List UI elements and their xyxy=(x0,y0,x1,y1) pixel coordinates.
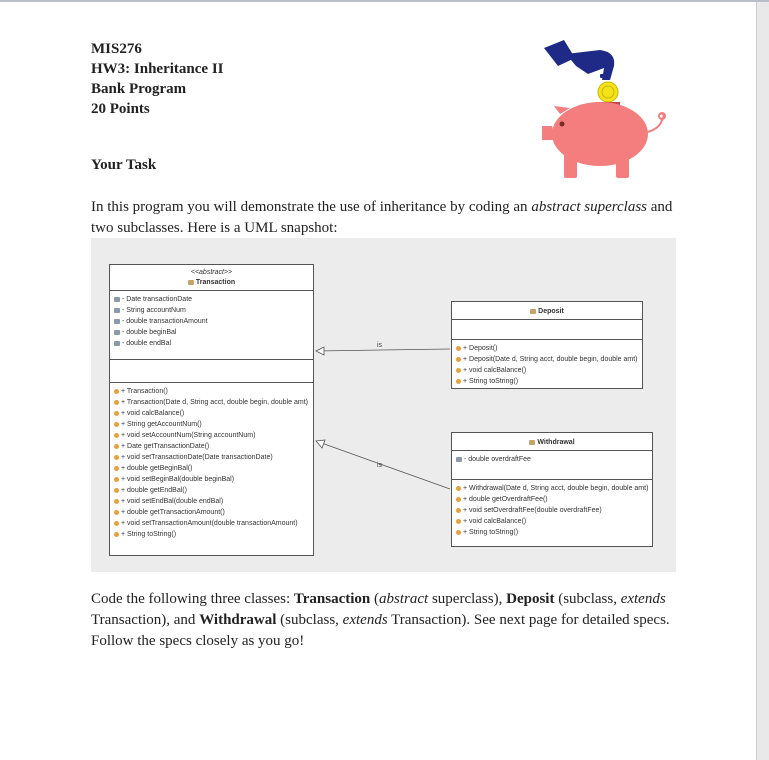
points-label: 20 Points xyxy=(91,101,150,117)
deposit-class-box xyxy=(451,301,643,389)
method-icon xyxy=(456,497,461,502)
method-icon xyxy=(114,389,119,394)
field-icon xyxy=(114,297,120,302)
method-icon xyxy=(114,466,119,471)
method-icon xyxy=(456,357,461,362)
method-icon xyxy=(456,346,461,351)
field-icon xyxy=(456,457,462,462)
uml-diagram xyxy=(91,238,676,572)
relation-label: is xyxy=(377,462,383,469)
method-icon xyxy=(114,532,119,537)
method-icon xyxy=(456,368,461,373)
method-icon xyxy=(456,508,461,513)
method-icon xyxy=(114,422,119,427)
assignment-title: HW3: Inheritance II xyxy=(91,61,224,77)
method-icon xyxy=(456,519,461,524)
stereotype-label: <<abstract>> xyxy=(190,269,233,276)
program-name: Bank Program xyxy=(91,81,187,97)
transaction-class-box xyxy=(109,264,314,556)
method-icon xyxy=(114,444,119,449)
class-name: Transaction xyxy=(195,279,236,286)
method-icon xyxy=(114,400,119,405)
class-name: Withdrawal xyxy=(537,439,575,446)
class-icon xyxy=(529,440,535,445)
fields-section: - double overdraftFee xyxy=(452,451,652,480)
vertical-scrollbar[interactable] xyxy=(756,2,769,760)
method-icon xyxy=(114,411,119,416)
document-header xyxy=(91,39,224,119)
method-icon xyxy=(456,379,461,384)
method-icon xyxy=(114,477,119,482)
fields-section: - Date transactionDate - String accountNum - double transactionAmount - double beginBal - double endBal xyxy=(110,291,313,360)
class-icon xyxy=(188,280,194,285)
instructions-paragraph: Code the following three classes: Transaction (abstract superclass), Deposit (subclass, extends Transaction), and Withdrawal (subclass, extends Transaction). See next page for detailed specs. Follow the specs closely as you go! xyxy=(91,591,670,649)
course-code: MIS276 xyxy=(91,41,142,57)
method-icon xyxy=(114,455,119,460)
empty-section xyxy=(110,360,313,383)
method-icon xyxy=(114,488,119,493)
field-icon xyxy=(114,319,120,324)
method-icon xyxy=(114,433,119,438)
field-icon xyxy=(114,341,120,346)
class-name: Deposit xyxy=(538,308,564,315)
section-heading: Your Task xyxy=(91,157,157,173)
method-icon xyxy=(114,499,119,504)
field-icon xyxy=(114,330,120,335)
page-top-border xyxy=(0,0,769,2)
field-icon xyxy=(114,308,120,313)
methods-section: + Transaction() + Transaction(Date d, String acct, double begin, double amt) + void calcBalance() + String getAccountNum() + void setAccountNum(String accountNum) + Date getTransactionDate() + void setTransactionDate(Date transactionDate) + double getBeginBal() + void setBeginBal(double beginBal) + double getEndBal() + void setEndBal(double endBal) + double getTransactionAmount() + void setTransactionAmount(double transactionAmount) + String toString() xyxy=(110,383,313,543)
relation-label: is xyxy=(377,342,383,349)
method-icon xyxy=(456,486,461,491)
withdrawal-class-box xyxy=(451,432,653,547)
method-icon xyxy=(114,510,119,515)
empty-fields-section xyxy=(452,320,642,340)
piggy-bank-icon xyxy=(530,36,690,181)
method-icon xyxy=(456,530,461,535)
method-icon xyxy=(114,521,119,526)
methods-section: + Withdrawal(Date d, String acct, double begin, double amt) + double getOverdraftFee() + void setOverdraftFee(double overdraftFee) + void calcBalance() + String toString() xyxy=(452,480,652,541)
methods-section: + Deposit() + Deposit(Date d, String acct, double begin, double amt) + void calcBalance() + String toString() xyxy=(452,340,642,390)
intro-paragraph: In this program you will demonstrate the use of inheritance by coding an abstract superclass and two subclasses. Here is a UML snapshot: xyxy=(91,199,673,236)
class-icon xyxy=(530,309,536,314)
